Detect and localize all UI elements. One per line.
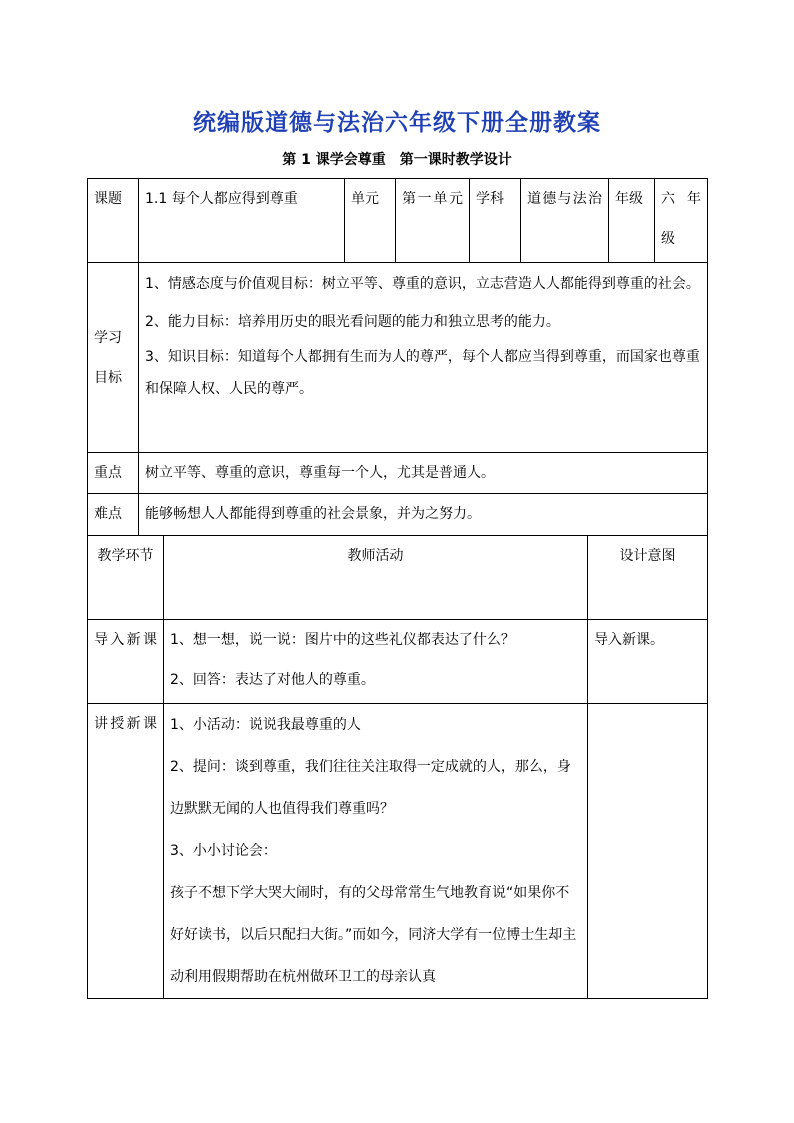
teaching-process-table — [87, 535, 708, 999]
header-design-intent: 设计意图 — [588, 536, 708, 620]
objectives-cell — [139, 263, 708, 453]
stage-cell: 导入新课 — [88, 620, 164, 704]
header-stage: 教学环节 — [88, 536, 164, 620]
subject-label: 学科 — [470, 179, 521, 263]
activity-item: 1、小活动：说说我最尊重的人 — [170, 717, 361, 733]
activity-cell — [164, 620, 588, 704]
activity-item: 2、回答：表达了对他人的尊重。 — [170, 672, 375, 688]
activity-cell — [164, 704, 588, 999]
topic-value: 1.1 每个人都应得到尊重 — [139, 179, 345, 263]
lesson-info-table — [87, 178, 708, 536]
header-teacher-activity: 教师活动 — [164, 536, 588, 620]
activity-item: 3、小小讨论会： — [170, 843, 277, 859]
document-title: 统编版道德与法治六年级下册全册教案 — [193, 110, 601, 136]
topic-label: 课题 — [88, 179, 139, 263]
objective-item: 3、知识目标：知道每个人都拥有生而为人的尊严，每个人都应当得到尊重，而国家也尊重和保障人权、人民的尊严。 — [145, 349, 700, 397]
activity-item: 2、提问：谈到尊重，我们往往关注取得一定成就的人，那么，身边默默无闻的人也值得我们尊重吗？ — [170, 759, 571, 817]
objectives-label: 学习目标 — [88, 263, 139, 453]
grade-label: 年级 — [609, 179, 655, 263]
unit-label: 单元 — [345, 179, 396, 263]
difficulty-value: 能够畅想人人都能得到尊重的社会景象，并为之努力。 — [139, 494, 708, 536]
document-subtitle: 第 1 课学会尊重 第一课时教学设计 — [282, 152, 512, 168]
objective-item: 2、能力目标：培养用历史的眼光看问题的能力和独立思考的能力。 — [145, 314, 560, 330]
grade-value: 六年级 — [655, 179, 708, 263]
activity-item: 1、想一想，说一说：图片中的这些礼仪都表达了什么？ — [170, 632, 515, 648]
unit-value: 第一单元 — [396, 179, 470, 263]
subject-value: 道德与法治 — [521, 179, 609, 263]
intent-cell: 导入新课。 — [588, 620, 708, 704]
objective-item: 1、情感态度与价值观目标：树立平等、尊重的意识，立志营造人人都能得到尊重的社会。 — [145, 276, 700, 292]
intent-cell — [588, 704, 708, 999]
difficulty-label: 难点 — [88, 494, 139, 536]
stage-cell: 讲授新课 — [88, 704, 164, 999]
key-point-label: 重点 — [88, 453, 139, 494]
key-point-value: 树立平等、尊重的意识，尊重每一个人，尤其是普通人。 — [139, 453, 708, 494]
activity-item: 孩子不想下学大哭大闹时，有的父母常常生气地教育说“如果你不好好读书，以后只配扫大街。”而如今，同济大学有一位博士生却主动利用假期帮助在杭州做环卫工的母亲认真 — [170, 885, 577, 985]
